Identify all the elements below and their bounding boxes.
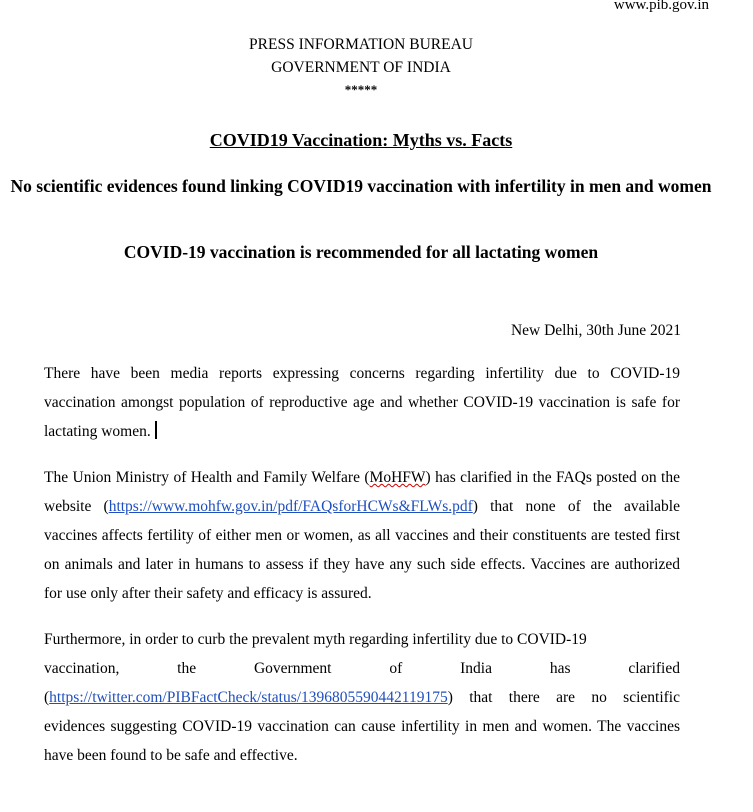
subtitle-lactating: COVID-19 vaccination is recommended for all lactating women	[123, 242, 599, 262]
paragraph-2-text-b: ) has clarified in the FAQs posted on the website (	[44, 469, 680, 515]
mohfw-faq-link[interactable]: https://www.mohfw.gov.in/pdf/FAQsforHCWs&FLWs.pdf	[108, 498, 473, 515]
paragraph-3-text-c: ) that there are no scientific evidences suggesting COVID-19 vaccination can cause infertility in men and women. The vaccines have been found to be safe and effective.	[44, 689, 680, 764]
paragraph-1-text: There have been media reports expressing concerns regarding infertility due to COVID-19 vaccination amongst population of reproductive age and whether COVID-19 vaccination is safe for lactating women.	[44, 365, 680, 440]
header-bureau: PRESS INFORMATION BUREAU	[249, 36, 473, 53]
paragraph-media-reports	[44, 359, 680, 446]
header-stars: *****	[344, 82, 378, 97]
dateline: New Delhi, 30th June 2021	[510, 322, 681, 339]
paragraph-2-text-c: ) that none of the available vaccines affects fertility of either men or women, as all vaccines and their constituents are tested first on animals and later in humans to assess if they have any such side effects. Vaccines are authorized for use only after their safety and efficacy is assured.	[44, 498, 680, 602]
page-title: COVID19 Vaccination: Myths vs. Facts	[209, 130, 513, 150]
paragraph-3-text-b: vaccination, the Government of India has clarified	[44, 660, 680, 677]
pib-factcheck-link[interactable]: https://twitter.com/PIBFactCheck/status/1396805590442119175	[49, 689, 448, 706]
site-url: www.pib.gov.in	[613, 0, 709, 13]
paragraph-furthermore	[44, 625, 680, 770]
header-government: GOVERNMENT OF INDIA	[271, 59, 451, 76]
paragraph-mohfw	[44, 463, 680, 608]
paragraph-3-open-paren: (	[44, 689, 50, 706]
paragraph-2-text-a: The Union Ministry of Health and Family Welfare (	[44, 469, 370, 486]
paragraph-3-text-a: Furthermore, in order to curb the prevalent myth regarding infertility due to COVID-19	[44, 631, 587, 648]
text-cursor	[155, 421, 157, 439]
subtitle-infertility: No scientific evidences found linking COVID19 vaccination with infertility in men and women	[10, 176, 712, 196]
mohfw-abbr: MoHFW	[369, 469, 426, 486]
